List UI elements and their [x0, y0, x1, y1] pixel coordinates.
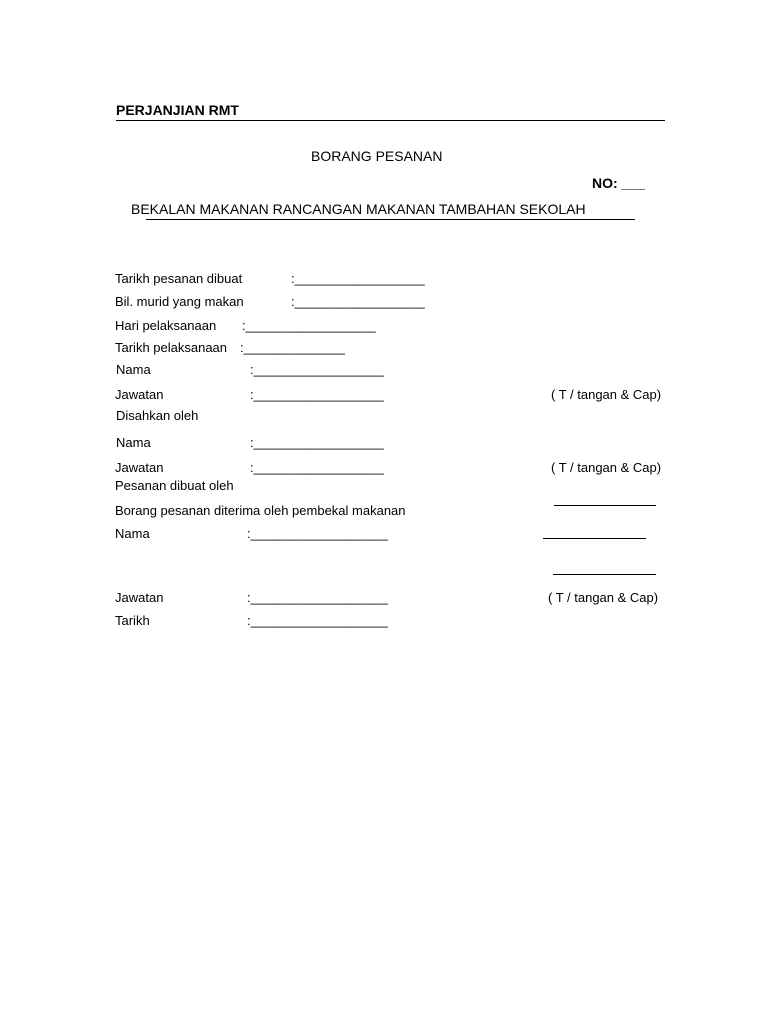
section3-nama-label: Nama — [115, 526, 150, 541]
section3-intro: Borang pesanan diterima oleh pembekal makanan — [115, 503, 406, 518]
section1-nama-field[interactable]: :__________________ — [250, 362, 384, 377]
section3-jawatan-field[interactable]: :___________________ — [247, 590, 388, 605]
section2-signature-note: ( T / tangan & Cap) — [551, 460, 662, 475]
form-number-label: NO: ___ — [592, 175, 645, 191]
section3-jawatan-label: Jawatan — [115, 590, 164, 605]
section1-jawatan-label: Jawatan — [115, 387, 164, 402]
section1-signature-note: ( T / tangan & Cap) — [551, 387, 662, 402]
hari-pelaksanaan-label: Hari pelaksanaan — [115, 318, 217, 333]
section2-jawatan-label: Jawatan — [115, 460, 164, 475]
signature-line-1[interactable] — [554, 505, 656, 506]
section1-caption: Disahkan oleh — [116, 408, 199, 423]
signature-line-2[interactable] — [543, 538, 646, 539]
section2-nama-field[interactable]: :__________________ — [250, 435, 384, 450]
tarikh-pesanan-field[interactable]: :__________________ — [291, 271, 425, 286]
signature-line-3[interactable] — [553, 574, 656, 575]
bil-murid-field[interactable]: :__________________ — [291, 294, 425, 309]
section2-caption: Pesanan dibuat oleh — [115, 478, 234, 493]
section1-nama-label: Nama — [116, 362, 151, 377]
section3-nama-field[interactable]: :___________________ — [247, 526, 388, 541]
tarikh-pelaksanaan-label: Tarikh pelaksanaan — [115, 340, 228, 355]
section3-tarikh-field[interactable]: :___________________ — [247, 613, 388, 628]
header-rule — [116, 120, 665, 121]
hari-pelaksanaan-field[interactable]: :__________________ — [242, 318, 376, 333]
section3-tarikh-label: Tarikh — [115, 613, 150, 628]
bil-murid-label: Bil. murid yang makan — [115, 294, 244, 309]
form-heading: BORANG PESANAN — [311, 148, 443, 164]
tarikh-pelaksanaan-field[interactable]: :______________ — [240, 340, 345, 355]
section2-nama-label: Nama — [116, 435, 151, 450]
tarikh-pesanan-label: Tarikh pesanan dibuat — [115, 271, 243, 286]
subheading-rule — [146, 219, 635, 220]
form-subheading: BEKALAN MAKANAN RANCANGAN MAKANAN TAMBAHAN SEKOLAH — [131, 201, 586, 217]
section3-signature-note: ( T / tangan & Cap) — [548, 590, 659, 605]
document-header-title: PERJANJIAN RMT — [116, 102, 239, 118]
section1-jawatan-field[interactable]: :__________________ — [250, 387, 384, 402]
section2-jawatan-field[interactable]: :__________________ — [250, 460, 384, 475]
